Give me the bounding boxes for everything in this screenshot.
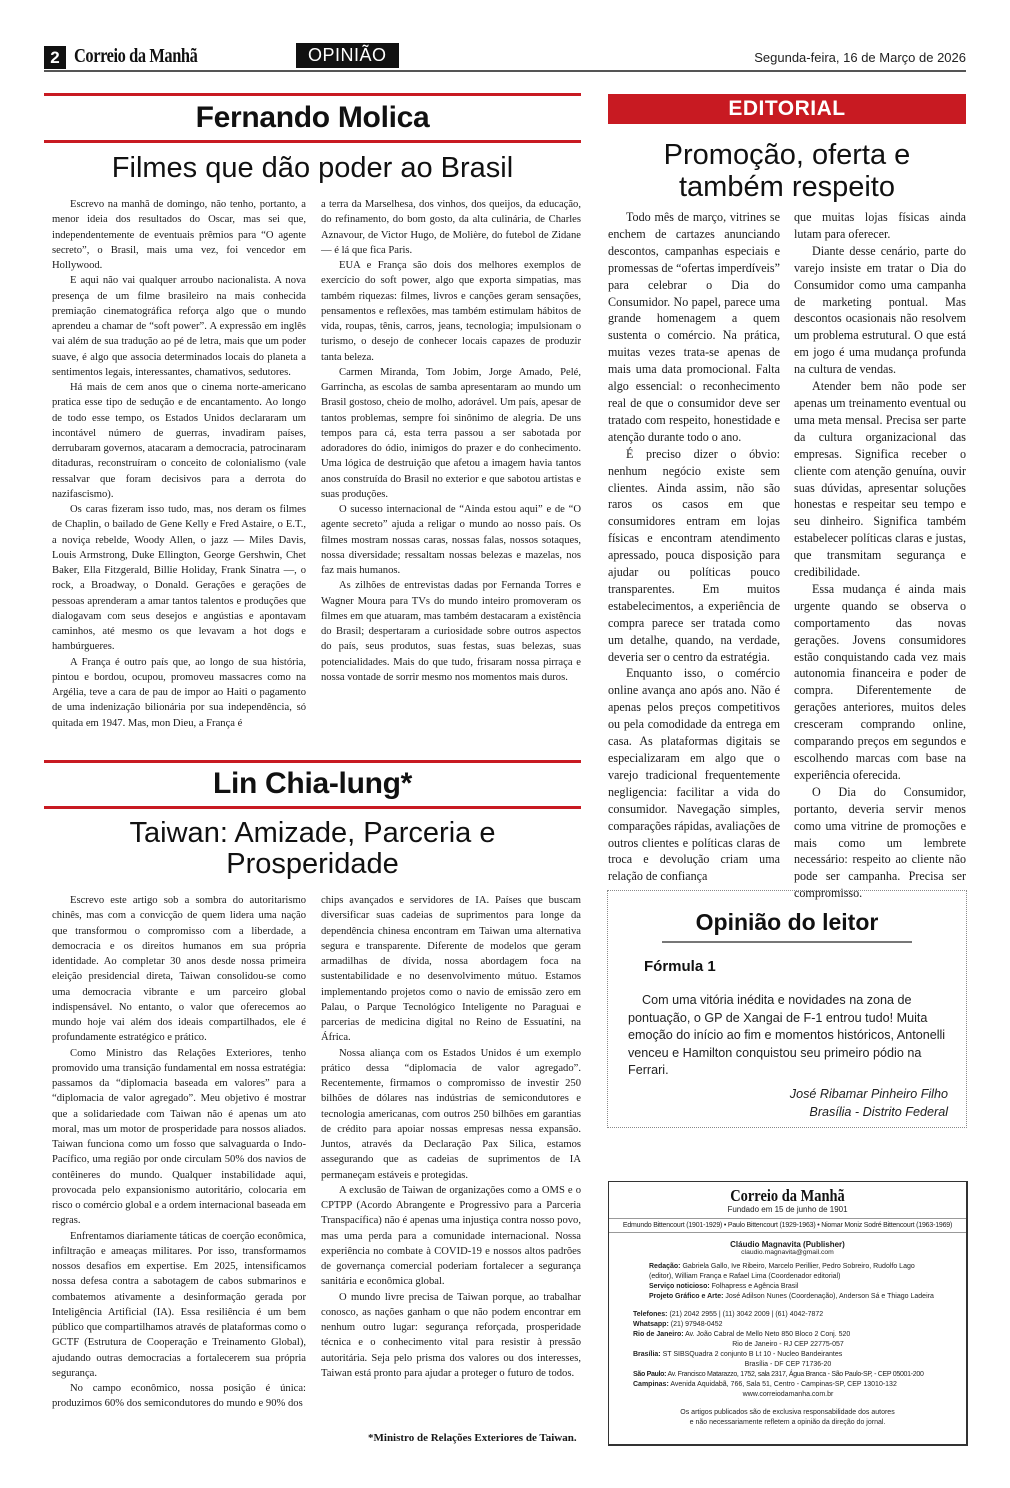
paragraph: chips avançados e servidores de IA. Países que buscam diversificar suas cadeias de suprimentos para longe da dependência chinesa encontram em Taiwan uma alternativa segura e transparente. Diferente de modelos que geram armadilhas de dívida, nossa abordagem foca na sustentabilidade e no desenvolvimento mútuo. Estamos implementando projetos como o navio de emissão zero em Palau, o Parque Tecnológico Inteligente no Paraguai e parcerias de medicina digital no Reino de Essuatíni, na África. [321,895,581,1044]
newspaper-name: Correio da Manhã [74,45,198,67]
signature-name: José Ribamar Pinheiro Filho [789,1087,948,1101]
article-author: Fernando Molica [195,101,430,134]
contact-info [633,1310,943,1400]
paragraph: O mundo livre precisa de Taiwan porque, ao trabalhar conosco, as nações ganham o que não podem encontrar em nenhum outro lugar: segurança reforçada, prosperidade técnica e o conhecimento vital para resistir à pressão autoritária. Seja pelo prisma dos valores ou dos interesses, Taiwan está pronto para ajudar a proteger o futuro de todos. [321,1291,581,1379]
disclaimer-line: e não necessariamente refletem a opinião da direção do jornal. [689,1419,886,1426]
red-divider [44,806,581,809]
founders-line: Edmundo Bittencourt (1901-1929) • Paulo Bittencourt (1929-1963) • Niomar Moniz Sodré Bittencourt (1963-1969) [609,1218,966,1233]
article-column [52,197,306,731]
credits-paper-name: Correio da Manhã [730,1186,845,1205]
label: Redação: [649,1263,681,1270]
paragraph: A França é outro país que, ao longo de sua história, pintou e bordou, ocupou, promoveu massacres como na Argélia, teve a cara de pau de impor ao Haiti o pagamento de uma indenização bilionária por sua independência, só quitada em 1947. Mas, mon Dieu, a França é [52,656,306,729]
editorial-column [608,209,780,885]
reader-opinion-box [607,890,967,1128]
paragraph: Essa mudança é ainda mais urgente quando se observa o comportamento das novas gerações. Jovens consumidores estão conquistando cada vez mais autonomia financeira e poder de compra. Diferentemente de gerações anteriores, muitos deles cresceram comprando online, comparando preços em segundos e escolhendo marcas com base na experiência oferecida. [794,581,966,782]
value: (21) 97948-0452 [670,1321,723,1328]
red-divider [44,93,581,96]
article-title: Filmes que dão poder ao Brasil [111,152,514,184]
title-underline [662,941,912,943]
paragraph: E aqui não vai qualquer arroubo nacionalista. A nova presença de um filme brasileiro na mais conhecida premiação cinematográfica reforça algo que o mundo aprendeu a chamar de “soft power”. A expressão em inglês vai além de sua tradução ao pé de letra, mais que um poder suave, é algo que associa determinados locais do planeta a sentimentos legais, interessantes, chamativos, sedutores. [52,275,306,378]
paragraph: Há mais de cem anos que o cinema norte-americano pratica esse tipo de sedução e de encantamento. Ao longo de todo esse tempo, os Estados Unidos declararam um incontável número de guerras, invadiram países, derrubaram governos, atacaram a democracia, patrocinaram ditaduras, reconstruíram o conceito de colonialismo (vale ressalvar que foram decisivos para a derrota do nazifascismo). [52,382,306,500]
paragraph: que muitas lojas físicas ainda lutam para oferecer. [794,210,966,241]
website-link[interactable]: www.correiodamanha.com.br [742,1391,834,1398]
author-footnote: *Ministro de Relações Exteriores de Taiwan. [368,1432,577,1444]
paragraph: Escrevo este artigo sob a sombra do autoritarismo chinês, mas com a convicção de quem lidera uma nação que transformou o compromisso com a liberdade, a democracia e os direitos humanos em sua própria identidade. Ao completar 30 anos desde nossa primeira eleição presidencial direta, Taiwan consolidou-se como uma democracia vibrante e um parceiro global indispensável. No entanto, o valor que oferecemos ao mundo hoje vai além dos ideais compartilhados, ele é profundamente estratégico e prático. [52,895,306,1044]
article-column [52,893,306,1412]
editorial-title: Promoção, oferta e também respeito [663,139,911,203]
masthead-credits-box [608,1181,968,1446]
masthead [44,46,966,72]
label: Brasília: [633,1351,661,1358]
paragraph: Carmen Miranda, Tom Jobim, Jorge Amado, Pelé, Garrincha, as escolas de samba apresentaram ao mundo um Brasil gostoso, cheio de molho, adorável. Um país, apesar de tantos problemas, sempre foi sinônimo de alegria. De uns tempos para cá, esta terra passou a ser sabotada por adoradores do ódio, inimigos do prazer e do conhecimento. Uma lógica de destruição que afetou a imagem havia tantos anos construída do Brasil no exterior e que sabotou artistas e suas produções. [321,366,581,500]
editorial-tag: EDITORIAL [608,94,966,124]
paragraph: a terra da Marselhesa, dos vinhos, dos queijos, da educação, do refinamento, do bom gosto, da alta culinária, de Charles Aznavour, de Victor Hugo, de Molière, do futebol de Zidane — é lá que fica Paris. [321,199,581,256]
paragraph: Nossa aliança com os Estados Unidos é um exemplo prático dessa “diplomacia de valor agregado”. Recentemente, firmamos o compromisso de investir 250 bilhões de dólares nas indústrias de semicondutores e tecnologia americanas, com outros 250 bilhões em garantias de crédito para apoiar nossas empresas nessa expansão. Juntos, através da Declaração Pax Silica, estamos assegurando que as cadeias de suprimentos de IA permaneçam estáveis e protegidas. [321,1047,581,1181]
paragraph: Como Ministro das Relações Exteriores, tenho promovido uma transição fundamental em nossa estratégia: passamos da “diplomacia baseada em valores” para a “diplomacia de valor agregado”. Meu objetivo é mostrar que a solidariedade com Taiwan não é apenas um ato moral, mas um motor de prosperidade para nossos aliados. Taiwan funciona como um fosso que salvaguarda o Indo-Pacífico, uma região por onde circulam 50% dos navios de contêineres do mundo. Qualquer instabilidade aqui, provocada pelo expansionismo autoritário, colocaria em risco o comércio global e a ordem internacional baseada em regras. [52,1047,306,1227]
signature-place: Brasília - Distrito Federal [809,1105,948,1119]
page-number: 2 [44,46,66,69]
publisher: Cláudio Magnavita (Publisher) [730,1240,845,1249]
label: Serviço noticioso: [649,1283,710,1290]
reader-letter-subject: Fórmula 1 [644,958,716,975]
section-tag: OPINIÃO [296,43,399,68]
value: José Adilson Nunes (Coordenação), Anderson Sá e Thiago Ladeira [725,1293,934,1300]
value: Av. João Cabral de Mello Neto 850 Bloco 2 Conj. 520 [685,1331,851,1338]
value: Brasília - DF CEP 71736-20 [744,1361,832,1368]
label: São Paulo: [633,1371,667,1378]
label: Whatsapp: [633,1321,669,1328]
article-title: Taiwan: Amizade, Parceria e Prosperidade [129,817,496,880]
article-author: Lin Chia-lung* [212,767,413,800]
red-divider [44,140,581,143]
value: ST SIBSQuadra 2 conjunto B Lt 10 - Nucleo Bandeirantes [662,1351,843,1358]
disclaimer-line: Os artigos publicados são de exclusiva responsabilidade dos autores [680,1409,895,1416]
paragraph: O sucesso internacional de “Ainda estou aqui” e de “O agente secreto” ajuda a religar o mundo ao nosso país. Os filmes mostram nossas caras, nossas falas, nossos sotaques, nossa diversidade; ressaltam nossas belezas e mazelas, nos faz mais humanos. [321,504,581,576]
article-column [321,893,581,1381]
paragraph: Enfrentamos diariamente táticas de coerção econômica, infiltração e ameaças militares. Por isso, transformamos nossos desafios em expertise. Em 2025, intensificamos nossa defesa contra a sabotagem de cabos submarinos e combatemos ativamente a desinformação gerada por Inteligência Artificial (IA). Essa resiliência é um bem público que compartilhamos através de plataformas como o GCTF (Estrutura de Cooperação e Treinamento Global), ajudando outras democracias a fortalecerem sua própria segurança. [52,1230,306,1379]
value: Avenida Aquidabã, 766, Sala 51, Centro - Campinas-SP, CEP 13010-132 [670,1381,897,1388]
publisher-email[interactable]: claudio.magnavita@gmail.com [741,1249,834,1256]
label: Projeto Gráfico e Arte: [649,1293,724,1300]
paragraph: O Dia do Consumidor, portanto, deveria servir menos como uma vitrine de promoções e mais como um lembrete necessário: respeito ao cliente não pode ser campanha. Precisa ser compromisso. [794,784,966,901]
label: Rio de Janeiro: [633,1331,684,1338]
staff-credits [649,1262,939,1302]
paragraph: Escrevo na manhã de domingo, não tenho, portanto, a menor ideia dos resultados do Oscar, mas sei que, independentemente de eventuais prêmios para “O agente secreto”, o Brasil, mais uma vez, foi vencedor em Hollywood. [52,199,306,271]
paragraph: EUA e França são dois dos melhores exemplos de exercício do soft power, algo que exporta simpatias, mas também riquezas: filmes, livros e canções geram sensações, pensamentos e reflexões, mas também estimulam hábitos de vida, roupas, tênis, carros, jeans, tecnologia; impulsionam o turismo, o desejo de conhecer locais capazes de produzir tanta beleza. [321,260,581,363]
paragraph: Todo mês de março, vitrines se enchem de cartazes anunciando descontos, campanhas especiais e promessas de “ofertas imperdíveis” para celebrar o Dia do Consumidor. No papel, parece uma grande homenagem a quem sustenta o comércio. Na prática, muitas vezes trata-se apenas de mais uma data promocional. Falta algo essencial: o reconhecimento real de que o consumidor deve ser tratado com respeito, honestidade e atenção durante todo o ano. [608,210,780,444]
label: Campinas: [633,1381,669,1388]
value: Av. Francisco Matarazzo, 1752, sala 2317, Água Branca - São Paulo-SP, - CEP 05001-200 [667,1371,924,1378]
value: (21) 2042 2955 | (11) 3042 2009 | (61) 4042-7872 [669,1311,824,1318]
paragraph: Atender bem não pode ser apenas um treinamento eventual ou uma meta mensal. Precisa ser parte da cultura organizacional das empresas. Significa receber o cliente com atenção genuína, ouvir suas dúvidas, apresentar soluções honestas e respeitar seu tempo e seu dinheiro. Significa também estabelecer políticas claras e justas, que transmitam segurança e credibilidade. [794,379,966,580]
founded-date: Fundado em 15 de junho de 1901 [727,1205,848,1214]
reader-box-title: Opinião do leitor [695,909,879,935]
article-column [321,197,581,685]
reader-signature [790,1085,948,1121]
red-divider [44,760,581,763]
value: Gabriela Gallo, Ive Ribeiro, Marcelo Perillier, Pedro Sobreiro, Rudolfo Lago (editor), William França e Rafael Lima (Coordenador editorial) [649,1263,915,1280]
disclaimer [609,1408,966,1428]
paragraph: É preciso dizer o óbvio: nenhum negócio existe sem clientes. Ainda assim, não são raros os casos em que consumidores entram em lojas físicas e encontram atendimento apressado, pouca disposição para ajudar ou políticas pouco transparentes. Em muitos estabelecimentos, a experiência de compra parece ser tratada como um detalhe, quando, na verdade, deveria ser o centro da estratégia. [608,446,780,664]
paragraph: Enquanto isso, o comércio online avança ano após ano. Não é apenas pelos preços competitivos ou pela comodidade da entrega em casa. As plataformas digitais se especializaram em algo que o varejo tradicional frequentemente negligencia: facilitar a vida do consumidor. Navegação simples, comparações rápidas, avaliações de outros clientes e políticas claras de troca e devolução criam uma relação de confiança [608,666,780,884]
value: Folhapress e Agência Brasil [711,1283,799,1290]
value: Rio de Janeiro - RJ CEP 22775-057 [732,1341,844,1348]
paragraph: Os caras fizeram isso tudo, mas, nos deram os filmes de Chaplin, o bailado de Gene Kelly e Fred Astaire, o E.T., a noviça rebelde, Woody Allen, o jazz — Miles Davis, Louis Armstrong, Duke Ellington, George Gershwin, Chet Baker, Ella Fitzgerald, Billie Holiday, Frank Sinatra —, o rock, a Broadway, o Donald. Gerações e gerações de pessoas aprenderam a amar tantos talentos e produções que dialogavam com seus desejos e angústias e apontavam caminhos, até mesmo os que levavam a hot dogs e hambúrgueres. [52,504,306,653]
label: Telefones: [633,1311,668,1318]
reader-letter-text [628,992,952,1080]
paragraph: As zilhões de entrevistas dadas por Fernanda Torres e Wagner Moura para TVs do mundo inteiro promoveram os filmes em que atuaram, mas também destacaram a existência do Brasil; despertaram a curiosidade sobre outros aspectos do país, seus produtos, suas festas, suas belezas, suas potencialidades. Mais do que tudo, frisaram nossa pirraça e nossa vontade de sorrir mesmo nos momentos mais duros. [321,580,581,683]
paragraph: A exclusão de Taiwan de organizações como a OMS e o CPTPP (Acordo Abrangente e Progressivo para a Parceria Transpacífica) não é apenas uma injustiça contra nosso povo, mas uma perda para a comunidade internacional. Nossa experiência no combate à COVID-19 e nossos altos padrões de governança comercial poderiam fortalecer a segurança sanitária e econômica global. [321,1184,581,1288]
paragraph: No campo econômico, nossa posição é única: produzimos 60% dos semicondutores do mundo e 90% dos [52,1383,306,1410]
issue-date: Segunda-feira, 16 de Março de 2026 [754,50,966,65]
paragraph: Diante desse cenário, parte do varejo insiste em tratar o Dia do Consumidor como uma campanha de marketing pontual. Mas descontos ocasionais não resolvem um problema estrutural. O que está em jogo é uma mudança profunda na cultura de vendas. [794,243,966,377]
paragraph: Com uma vitória inédita e novidades na zona de pontuação, o GP de Xangai de F-1 entrou tudo! Muita emoção do início ao fim e momentos históricos, Antonelli venceu e Hamilton conquistou seu primeiro pódio na Ferrari. [628,993,946,1077]
editorial-column [794,209,966,902]
